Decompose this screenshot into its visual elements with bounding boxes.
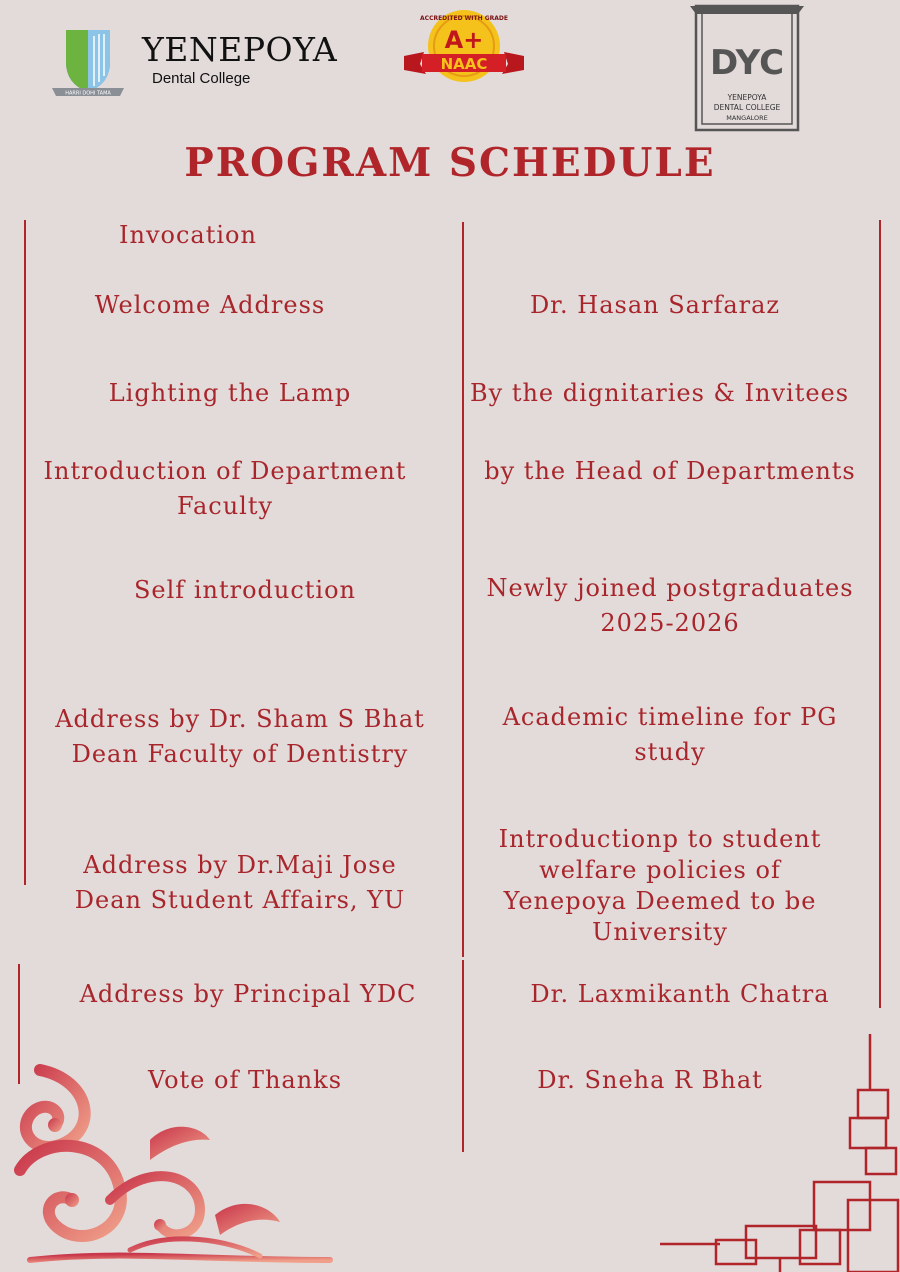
schedule-left-5 [40, 702, 440, 772]
right-border-line [879, 220, 881, 1008]
schedule-right-5 [480, 700, 860, 770]
naac-arc-text: ACCREDITED WITH GRADE [420, 15, 508, 22]
naac-badge [402, 8, 526, 88]
naac-grade: A+ [444, 26, 484, 54]
schedule-right-4-line-1: 2025-2026 [600, 609, 740, 637]
schedule-left-2 [40, 376, 420, 411]
seal-letters: DYC [709, 43, 785, 83]
schedule-left-6-line-0: Address by Dr.Maji Jose [83, 851, 397, 879]
schedule-right-6-line-1: welfare policies of [539, 856, 781, 884]
schedule-left-5-line-0: Address by Dr. Sham S Bhat [55, 705, 425, 733]
schedule-left-1 [40, 288, 380, 323]
naac-label: NAAC [440, 55, 488, 73]
schedule-right-5-line-0: Academic timeline for PG [502, 703, 838, 731]
schedule-right-6-line-3: University [592, 918, 728, 946]
schedule-left-0 [88, 218, 288, 253]
dyc-seal [688, 2, 806, 134]
center-divider-line-lower [462, 960, 464, 1152]
schedule-right-1 [480, 288, 830, 323]
logo-ribbon-text: HARRI DOHI TAMA [65, 90, 111, 97]
schedule-right-4 [470, 571, 870, 641]
schedule-right-7 [490, 977, 870, 1012]
schedule-left-4 [50, 573, 440, 608]
decorative-steps-ornament [660, 1030, 900, 1272]
schedule-left-4-line-0: Self introduction [133, 576, 357, 604]
schedule-right-6-line-2: Yenepoya Deemed to be [503, 887, 817, 915]
schedule-right-5-line-1: study [634, 738, 706, 766]
seal-line-3: MANGALORE [726, 114, 768, 122]
schedule-right-2-line-0: By the dignitaries & Invitees [470, 379, 850, 407]
schedule-left-3-line-1: Faculty [176, 492, 274, 520]
schedule-right-6 [470, 824, 850, 948]
schedule-right-3 [470, 454, 870, 489]
schedule-left-8-line-0: Vote of Thanks [147, 1066, 343, 1094]
schedule-left-3-line-0: Introduction of Department [43, 457, 407, 485]
schedule-right-6-line-0: Introductionp to student [498, 825, 822, 853]
schedule-right-3-line-0: by the Head of Departments [484, 457, 856, 485]
page-title: PROGRAM SCHEDULE [184, 140, 716, 186]
center-divider-line-upper [462, 222, 464, 957]
schedule-right-4-line-0: Newly joined postgraduates [486, 574, 854, 602]
schedule-left-2-line-0: Lighting the Lamp [108, 379, 352, 407]
college-subtitle: Dental College [152, 70, 251, 87]
schedule-left-1-line-0: Welcome Address [94, 291, 326, 319]
schedule-left-7-line-0: Address by Principal YDC [79, 980, 417, 1008]
schedule-left-5-line-1: Dean Faculty of Dentistry [71, 740, 409, 768]
seal-line-1: YENEPOYA [727, 93, 767, 102]
schedule-left-6 [40, 848, 440, 918]
seal-line-2: DENTAL COLLEGE [713, 103, 781, 112]
schedule-left-0-line-0: Invocation [119, 221, 257, 249]
schedule-right-7-line-0: Dr. Laxmikanth Chatra [530, 980, 830, 1008]
schedule-right-1-line-0: Dr. Hasan Sarfaraz [529, 291, 781, 319]
schedule-left-3 [30, 454, 420, 524]
yenepoya-logo-emblem [48, 22, 138, 102]
decorative-swirl-ornament [0, 960, 340, 1272]
schedule-left-6-line-1: Dean Student Affairs, YU [74, 886, 406, 914]
schedule-right-8-line-0: Dr. Sneha R Bhat [537, 1066, 763, 1094]
left-border-line [24, 220, 26, 885]
college-name: YENEPOYA [142, 30, 338, 69]
schedule-right-2 [470, 376, 850, 411]
